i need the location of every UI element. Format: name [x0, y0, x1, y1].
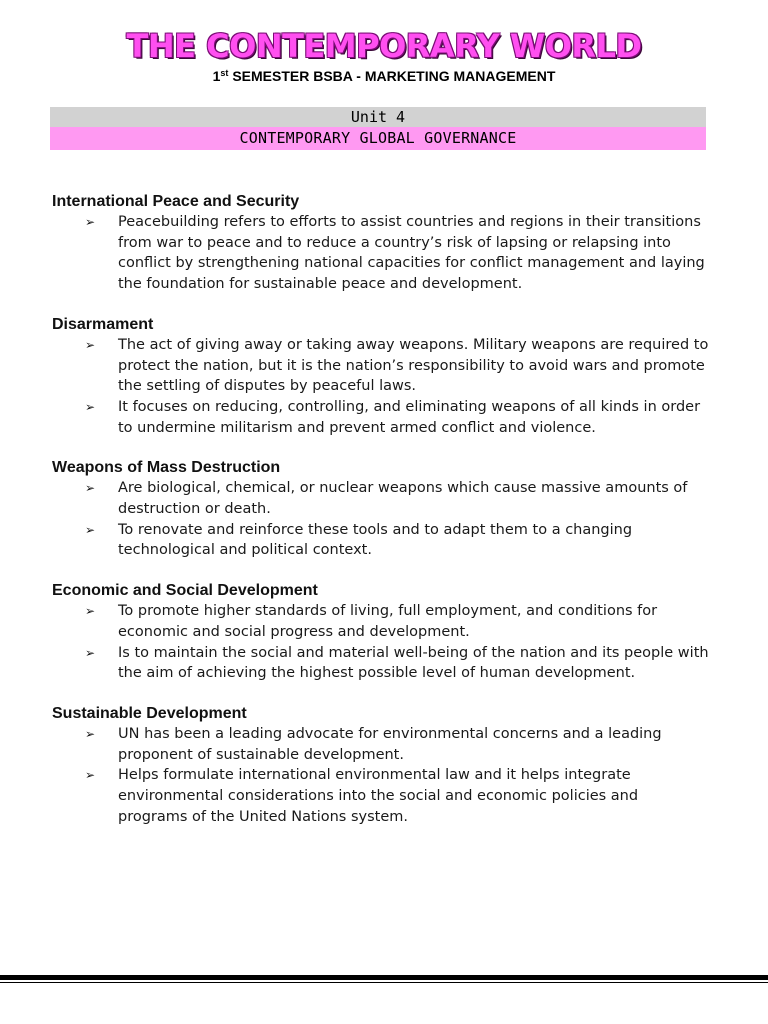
list-item — [52, 724, 712, 765]
bullet-text: To promote higher standards of living, full employment, and conditions for economic and social progress and development. — [118, 603, 658, 640]
arrow-bullet-icon: ➢ — [85, 645, 96, 660]
bullet-list — [52, 724, 712, 828]
arrow-bullet-icon: ➢ — [85, 337, 96, 352]
arrow-bullet-icon: ➢ — [85, 768, 96, 783]
list-item — [52, 643, 712, 684]
section-heading: International Peace and Security — [52, 193, 300, 210]
section-heading: Sustainable Development — [52, 704, 247, 722]
section-peace-security — [52, 191, 712, 295]
bullet-text: UN has been a leading advocate for environmental concerns and a leading proponent of sustainable development. — [118, 725, 662, 763]
subtitle-ordinal-suffix: st — [220, 68, 229, 78]
arrow-bullet-icon: ➢ — [85, 604, 96, 619]
bullet-text: It focuses on reducing, controlling, and eliminating weapons of all kinds in order to undermine militarism and prevent armed conflict and violence. — [118, 398, 701, 436]
bullet-text: To renovate and reinforce these tools and to adapt them to a changing technological and political context. — [118, 521, 633, 559]
list-item — [52, 765, 712, 827]
bullet-list — [52, 335, 712, 439]
arrow-bullet-icon: ➢ — [85, 481, 96, 496]
bullet-text: Helps formulate international environmental law and it helps integrate environmental considerations into the social and economic policies and programs of the United Nations system. — [118, 767, 639, 825]
section-heading: Weapons of Mass Destruction — [52, 459, 281, 477]
arrow-bullet-icon: ➢ — [85, 726, 96, 741]
list-item — [52, 397, 712, 438]
section-economic-social — [52, 580, 712, 684]
page-subtitle — [0, 66, 768, 86]
footer-divider-thin — [0, 982, 768, 983]
bullet-text: Peacebuilding refers to efforts to assist countries and regions in their transitions from war to peace and to reduce a country’s risk of lapsing or relapsing into conflict by strengthening national capacities for conflict management and laying the foundation for sustainable peace and development. — [118, 214, 705, 293]
arrow-bullet-icon: ➢ — [85, 522, 96, 537]
subtitle-text: SEMESTER BSBA - MARKETING MANAGEMENT — [228, 68, 556, 84]
list-item — [52, 520, 712, 561]
page-title: THE CONTEMPORARY WORLD — [126, 27, 642, 65]
bullet-text: Is to maintain the social and material well-being of the nation and its people with the aim of achieving the highest possible level of human development. — [118, 644, 709, 682]
arrow-bullet-icon: ➢ — [85, 399, 96, 414]
document-body — [52, 191, 712, 846]
bullet-list — [52, 478, 712, 561]
subtitle-ordinal: 1 — [212, 68, 221, 84]
unit-name: CONTEMPORARY GLOBAL GOVERNANCE — [50, 127, 706, 150]
section-heading: Economic and Social Development — [52, 582, 318, 600]
unit-label: Unit 4 — [50, 107, 706, 127]
list-item — [52, 601, 712, 642]
bullet-text: The act of giving away or taking away weapons. Military weapons are required to protect the nation, but it is the nation’s responsibility to avoid wars and promote the settling of disputes by peaceful laws. — [118, 336, 709, 395]
bullet-text: Are biological, chemical, or nuclear weapons which cause massive amounts of destruction or death. — [118, 480, 688, 518]
footer-divider-thick — [0, 975, 768, 980]
bullet-list — [52, 212, 712, 295]
list-item — [52, 212, 712, 295]
section-disarmament — [52, 314, 712, 439]
list-item — [52, 478, 712, 519]
section-heading: Disarmament — [52, 315, 154, 333]
bullet-list — [52, 601, 712, 684]
section-wmd — [52, 457, 712, 561]
list-item — [52, 335, 712, 397]
arrow-bullet-icon: ➢ — [85, 215, 96, 229]
section-sustainable — [52, 703, 712, 828]
unit-banner — [50, 107, 706, 150]
